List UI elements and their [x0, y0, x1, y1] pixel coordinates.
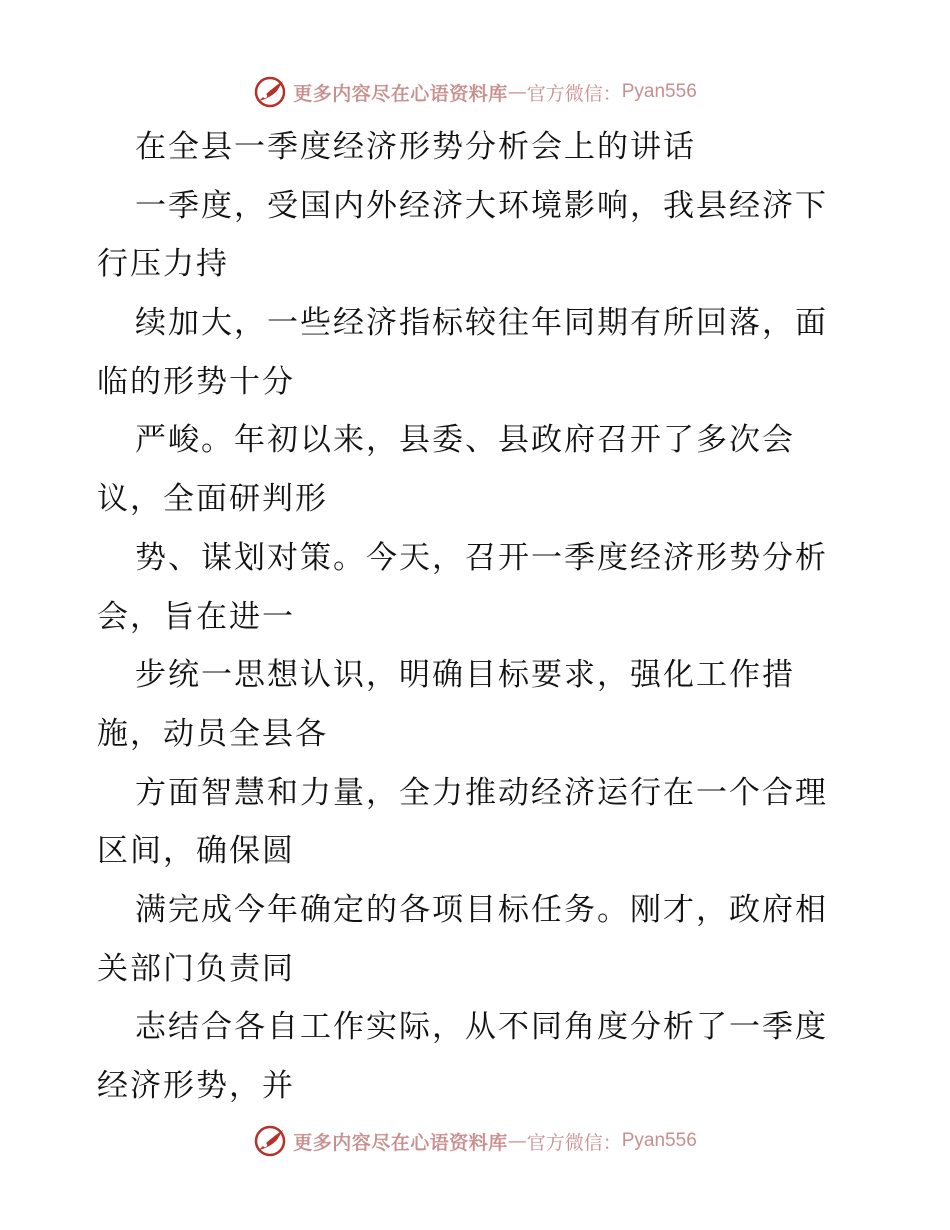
text-line: 续加大，一些经济指标较往年同期有所回落，面	[135, 305, 828, 342]
document-body	[97, 118, 857, 1116]
text-line: 志结合各自工作实际，从不同角度分析了一季度	[135, 1009, 828, 1046]
header-watermark-banner	[0, 72, 950, 112]
text-line: 严峻。年初以来，县委、县政府召开了多次会	[135, 422, 795, 459]
pen-logo-icon	[253, 75, 287, 109]
text-line: 满完成今年确定的各项目标任务。刚才，政府相	[135, 891, 828, 928]
footer-watermark-banner	[0, 1121, 950, 1161]
watermark-dash: —	[507, 1130, 527, 1152]
text-line: 会，旨在进一	[97, 598, 295, 635]
watermark-dash: —	[507, 81, 527, 103]
text-line: 临的形势十分	[97, 363, 295, 400]
document-title: 在全县一季度经济形势分析会上的讲话	[135, 129, 696, 165]
pen-logo-icon	[253, 1124, 287, 1158]
watermark-text: 更多内容尽在心语资料库	[293, 82, 508, 105]
text-line: 势、谋划对策。今天，召开一季度经济形势分析	[135, 539, 828, 576]
text-line: 步统一思想认识，明确目标要求，强化工作措	[135, 657, 795, 694]
text-line: 区间，确保圆	[97, 833, 295, 870]
text-line: 方面智慧和力量，全力推动经济运行在一个合理	[135, 774, 828, 811]
wechat-label: 官方微信：	[526, 1131, 622, 1154]
wechat-id: Pyan556	[621, 81, 697, 102]
wechat-label: 官方微信：	[526, 82, 622, 105]
text-line: 一季度，受国内外经济大环境影响，我县经济下	[135, 187, 828, 224]
wechat-id: Pyan556	[621, 1130, 697, 1151]
text-line: 关部门负责同	[97, 950, 295, 987]
watermark-text: 更多内容尽在心语资料库	[293, 1131, 508, 1154]
text-line: 经济形势，并	[97, 1068, 295, 1104]
text-line: 行压力持	[97, 246, 229, 283]
text-line: 施，动员全县各	[97, 715, 328, 752]
text-line: 议，全面研判形	[97, 481, 328, 518]
